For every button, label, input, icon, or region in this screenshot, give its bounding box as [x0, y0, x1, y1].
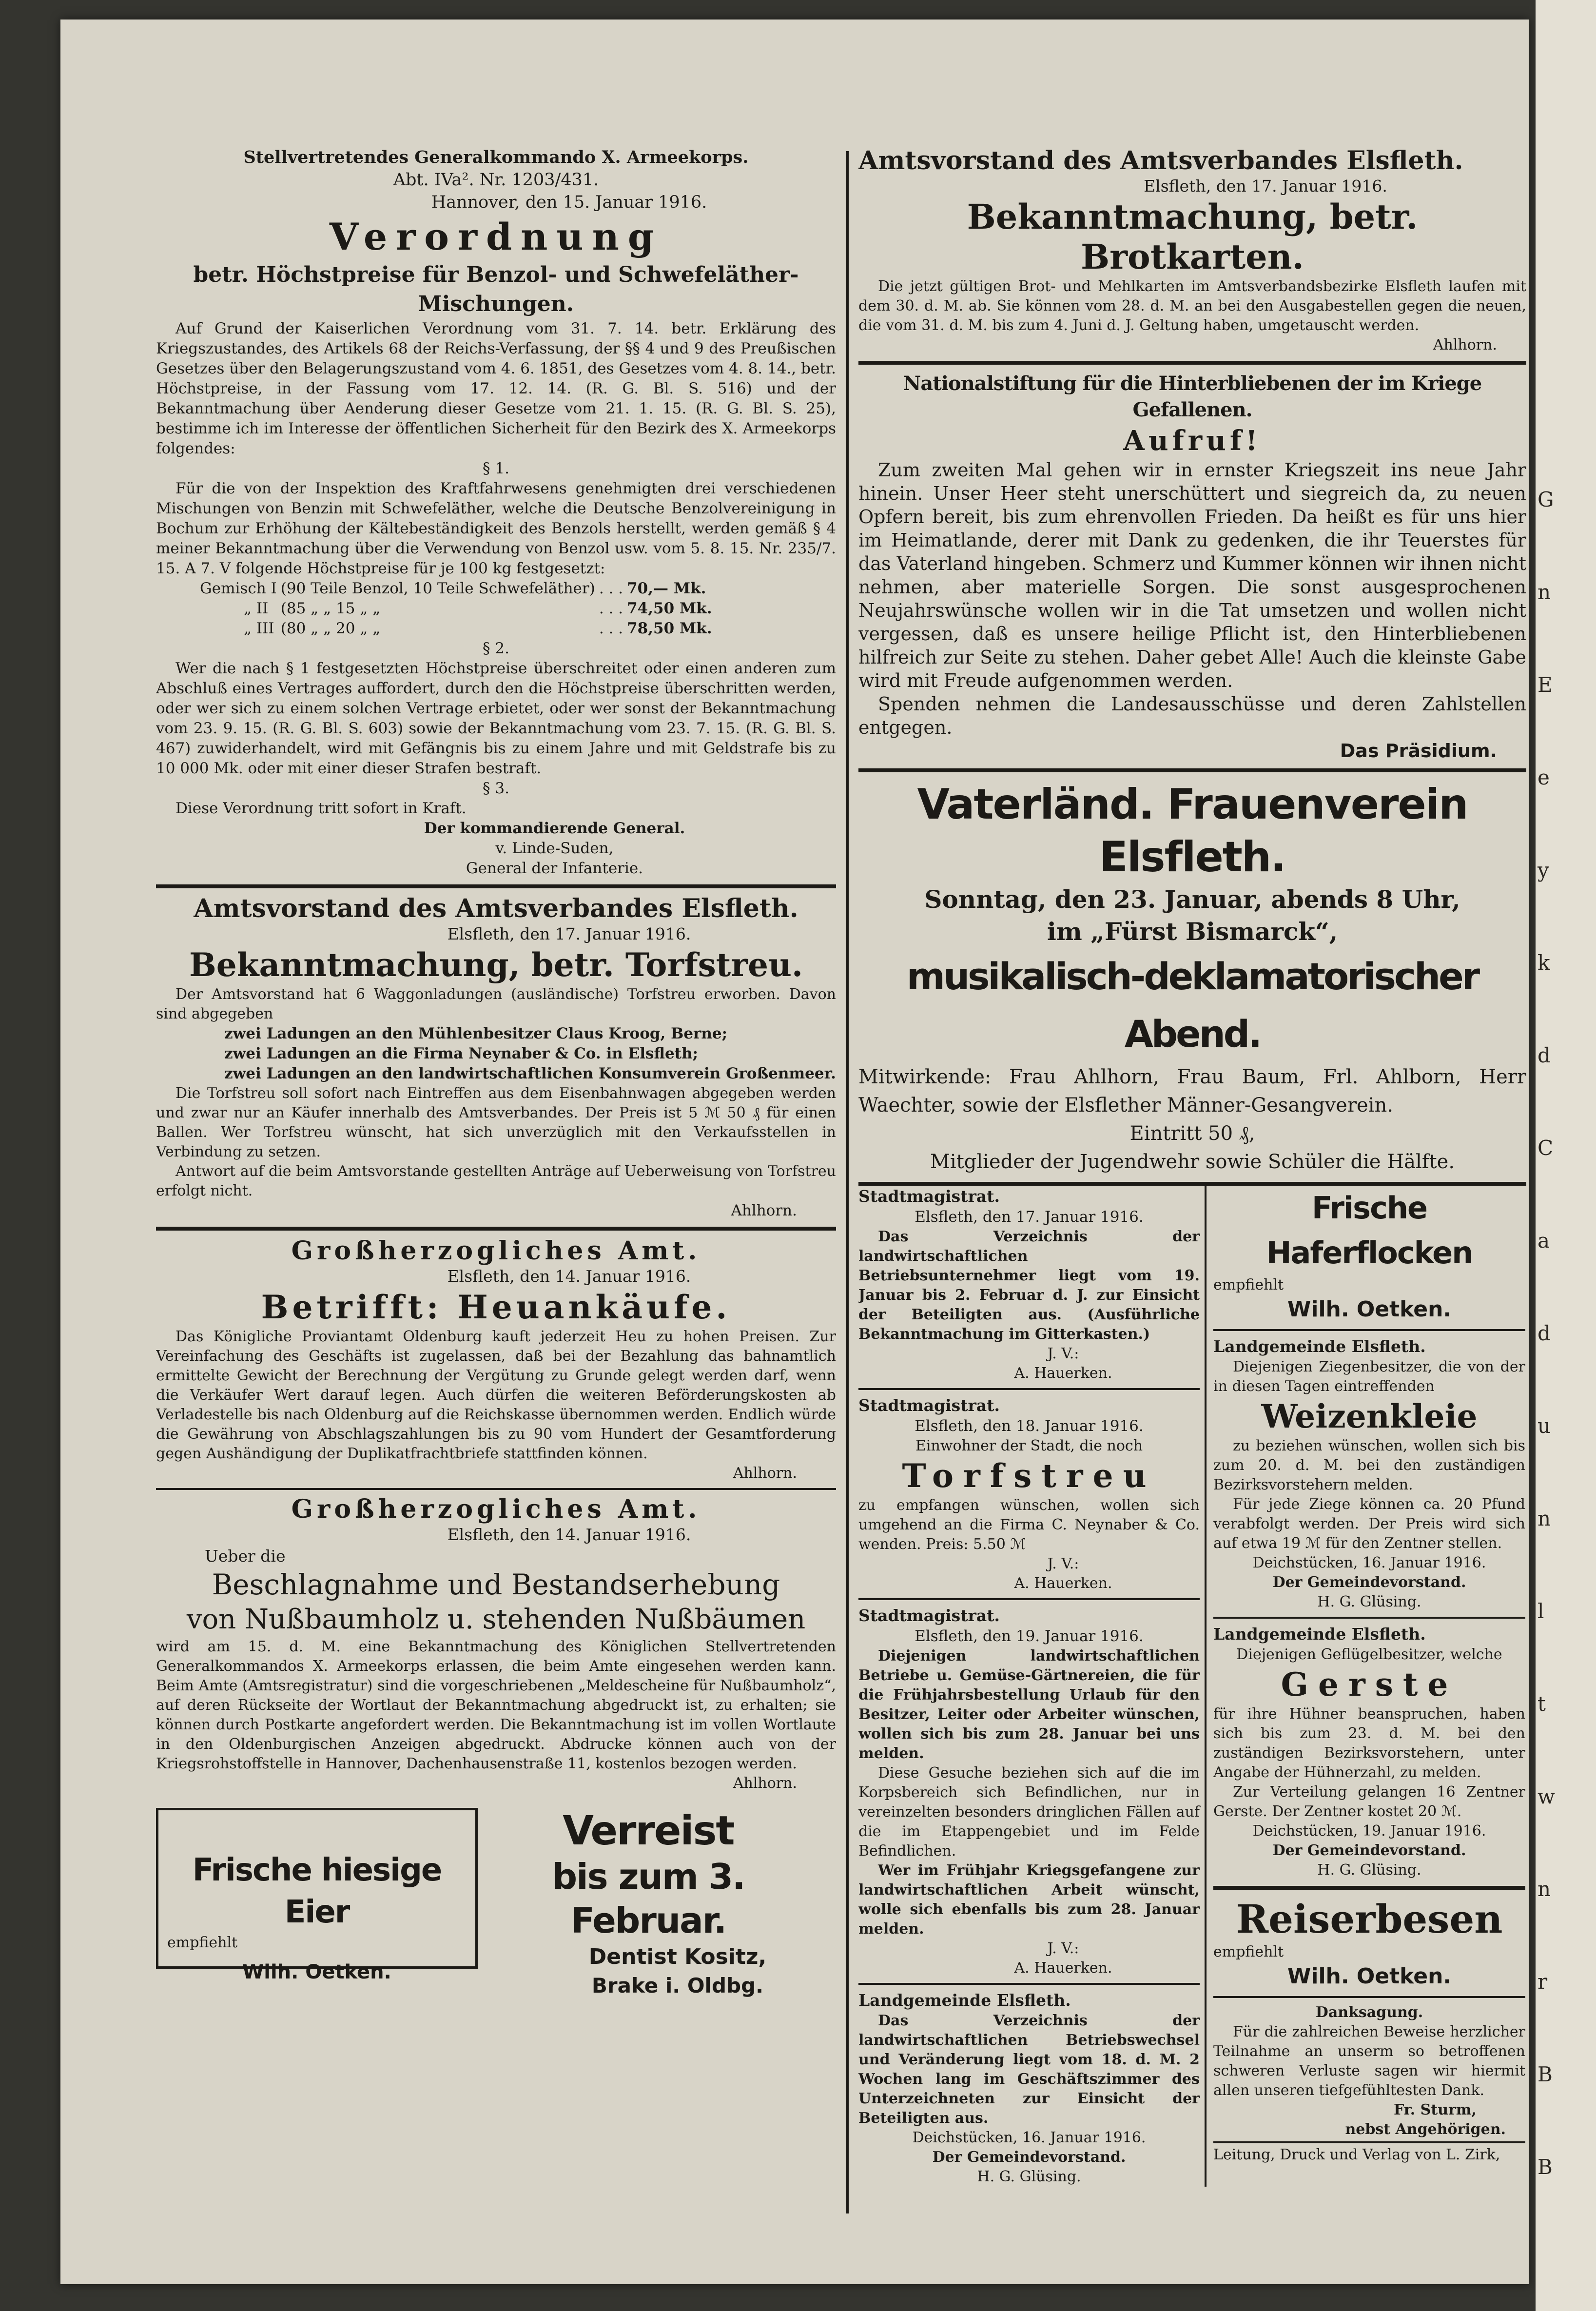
heu-date: Elsfleth, den 14. Januar 1916. [447, 1267, 691, 1286]
spine-letter: G [1538, 488, 1554, 511]
brot-date: Elsfleth, den 17. Januar 1916. [1144, 176, 1387, 196]
table-row: Gemisch I (90 Teile Benzol, 10 Teile Schwefeläther) . . . 70,— Mk. [200, 580, 706, 597]
bottom-ads [156, 1808, 836, 1998]
sm2-date: Elsfleth, den 18. Januar 1916. [915, 1417, 1144, 1435]
spine-letter: e [1538, 765, 1550, 789]
notices-left [858, 1186, 1205, 2187]
notices-grid [858, 1186, 1526, 2187]
notices-right [1205, 1186, 1525, 2187]
haferflocken-ad [1213, 1186, 1525, 1324]
gk-header: Stellvertretendes Generalkommando X. Armeekorps. [243, 147, 749, 167]
frauenverein-ad [858, 778, 1526, 1176]
lg2-sig-2: H. G. Glüsing. [1317, 1593, 1421, 1610]
torf-header: Amtsvorstand des Amtsverbandes Elsfleth. [194, 894, 798, 923]
lg1-sig-2: H. G. Glüsing. [977, 2168, 1081, 2185]
eier-ad [156, 1808, 478, 1983]
lg3-sig-1: Der Gemeindevorstand. [1272, 1842, 1466, 1859]
divider [858, 768, 1526, 772]
sm2-text: zu empfangen wünschen, wollen sich umgehend an die Firma C. Neynaber & Co. wenden. Preis: 5.50 ℳ [858, 1497, 1200, 1553]
gk-par3: § 3. [483, 780, 509, 797]
dank-sig-1: Fr. Sturm, [1393, 2101, 1477, 2118]
lg2-date: Deichstücken, 16. Januar 1916. [1252, 1554, 1486, 1571]
sm3-text-2: Diese Gesuche beziehen sich auf die im Korpsbereich sich Befindlichen, nur in vereinzelten besonders dringlichen Fällen auf die im Etappengebiet und im Felde Befindlichen. [858, 1764, 1200, 1860]
danksagung [1213, 2003, 1525, 2139]
spine-letter: n [1538, 1507, 1551, 1530]
torfstreu-notice [156, 894, 836, 1221]
stadtmagistrat-3 [858, 1605, 1200, 1978]
table-row: „ II (85 „ „ 15 „ „ . . . 74,50 Mk. [244, 600, 712, 617]
spine-letter: d [1538, 1321, 1551, 1345]
sm1-sig-2: A. Hauerken. [1014, 1365, 1112, 1382]
verreist-ad [478, 1808, 819, 1998]
nat-text-2: Spenden nehmen die Landesausschüsse und deren Zahlstellen entgegen. [858, 693, 1526, 738]
nuss-signature: Ahlhorn. [733, 1775, 797, 1792]
hafer-pre: empfiehlt [1213, 1276, 1284, 1293]
nuss-title-2: von Nußbaumholz u. stehenden Nußbäumen [186, 1604, 806, 1635]
sm3-date: Elsfleth, den 19. Januar 1916. [915, 1627, 1144, 1645]
table-row: „ III (80 „ „ 20 „ „ . . . 78,50 Mk. [244, 620, 712, 637]
divider [156, 1227, 836, 1231]
sm2-sig-1: J. V.: [1047, 1555, 1079, 1572]
eier-pre: empfiehlt [167, 1934, 238, 1951]
lg3-text: für ihre Hühner beanspruchen, haben sich bis zum 23. d. M. bei den zuständigen Bezirksvorstehern, unter Angabe der Hühnerzahl, zu melden. [1213, 1705, 1525, 1781]
divider [156, 1488, 836, 1490]
spine-letter: l [1538, 1599, 1544, 1623]
nuss-title-1: Beschlagnahme und Bestandserhebung [212, 1568, 780, 1601]
reiserbesen-ad [1213, 1896, 1525, 1991]
nat-text: Zum zweiten Mal gehen wir in ernster Kriegszeit ins neue Jahr hinein. Unser Heer steht unerschüttert und siegreich da, zu neuen Opfern bereit, bis zum ehrenvollen Frieden. Da heißt es für uns hier im Heimatlande, derer mit Dank zu gedenken, die ihr Teuerstes für das Vaterland hingeben. Schmerz und Kummer können wir ihnen nicht nehmen, aber materielle Sorgen. Die sonst ausgesprochenen Neujahrswünsche wollen wir in die Tat umsetzen und wollen nicht vergessen, daß es unsere heilige Pflicht ist, den Hinterbliebenen hilfreich zur Seite zu stehen. Daher gebet Alle! Auch die kleinste Gabe wird mit Freude aufgenommen werden. [858, 459, 1526, 691]
fv-event: musikalisch-deklamatorischer Abend. [906, 955, 1479, 1056]
nat-signature: Das Präsidium. [1340, 740, 1497, 762]
sm3-text-3: Wer im Frühjahr Kriegsgefangene zur landwirtschaftlichen Arbeit wünscht, wolle sich ebenfalls bis zum 28. Januar melden. [858, 1862, 1200, 1938]
torf-list-1: zwei Ladungen an den Mühlenbesitzer Claus Kroog, Berne; [224, 1025, 728, 1042]
fv-date: Sonntag, den 23. Januar, abends 8 Uhr, [924, 885, 1460, 914]
spine-letter: n [1538, 1877, 1551, 1901]
divider [858, 1182, 1526, 1186]
sm3-text: Diejenigen landwirtschaftlichen Betriebe u. Gemüse-Gärtnereien, die für die Frühjahrsbestellung Urlaub für den Besitzer, Leiter oder Arbeiter wünschen, wollen sich bis zum 28. Januar bei uns melden. [858, 1647, 1200, 1762]
torf-text-2: Antwort auf die beim Amtsvorstande gestellten Anträge auf Ueberweisung von Torfstreu erfolgt nicht. [156, 1163, 836, 1199]
spine-letter: k [1538, 951, 1550, 975]
hafer-signature: Wilh. Oetken. [1287, 1297, 1452, 1322]
reis-pre: empfiehlt [1213, 1943, 1284, 1960]
spine-letter: d [1538, 1043, 1551, 1067]
sm1-text: Das Verzeichnis der landwirtschaftlichen Betriebsunternehmer liegt vom 19. Januar bis 2. Februar d. J. zur Einsicht der Beteiligten aus. (Ausführliche Bekanntmachung im Gitterkasten.) [858, 1228, 1200, 1343]
gk-intro: Auf Grund der Kaiserlichen Verordnung vom 31. 7. 14. betr. Erklärung des Kriegszustandes, des Artikels 68 der Reichs-Verfassung, der §§ 4 und 9 des Preußischen Gesetzes über den Belagerungszustand vom 4. 6. 1851, des Gesetzes vom 4. 8. 14., betr. Höchstpreise, in der Fassung vom 17. 12. 14. (R. G. Bl. S. 516) und der Bekanntmachung über Aenderung dieser Gesetze vom 21. 1. 15. (R. G. Bl. S. 25), bestimme ich im Interesse der öffentlichen Sicherheit für den Bezirk des X. Armeekorps folgendes: [156, 320, 836, 457]
dank-title: Danksagung. [1315, 2004, 1423, 2021]
torf-text: Die Torfstreu soll sofort nach Eintreffen aus dem Eisenbahnwagen abgegeben werden und zwar nur an Käufer innerhalb des Amtsverbandes. Der Preis ist 5 ℳ 50 ₰ für einen Ballen. Wer Torfstreu wünscht, hat sich unverzüglich mit den Verkaufsstellen in Verbindung zu setzen. [156, 1085, 836, 1160]
heu-title: Betrifft: Heuankäufe. [261, 1288, 731, 1326]
brot-signature: Ahlhorn. [1433, 336, 1497, 353]
divider [858, 361, 1526, 365]
sm2-pre: Einwohner der Stadt, die noch [915, 1437, 1143, 1454]
nuss-header: Großherzogliches Amt. [291, 1494, 701, 1524]
landgemeinde-2 [1213, 1336, 1525, 1612]
spine-letter: w [1538, 1784, 1555, 1808]
lg3-text-2: Zur Verteilung gelangen 16 Zentner Gerste. Der Zentner kostet 20 ℳ. [1213, 1783, 1525, 1820]
adjacent-page-edge [1536, 0, 1596, 2311]
sm2-header: Stadtmagistrat. [858, 1396, 1000, 1415]
landgemeinde-3 [1213, 1624, 1525, 1880]
spine-letter: E [1538, 673, 1553, 697]
verreist-date: bis zum 3. Februar. [552, 1856, 745, 1941]
eier-signature: Wilh. Oetken. [242, 1961, 391, 1983]
gk-title: Verordnung [329, 215, 663, 258]
reis-signature: Wilh. Oetken. [1287, 1964, 1452, 1989]
spine-letter: B [1538, 2155, 1553, 2179]
divider [1213, 1329, 1525, 1331]
lg2-header: Landgemeinde Elsfleth. [1213, 1337, 1426, 1356]
torf-title: Bekanntmachung, betr. Torfstreu. [189, 946, 803, 984]
footer-imprint: Leitung, Druck und Verlag von L. Zirk, [1213, 2146, 1500, 2163]
sm3-sig-2: A. Hauerken. [1014, 1959, 1112, 1977]
verreist-title: Verreist [563, 1808, 734, 1854]
gk-ref: Abt. IVa². Nr. 1203/431. [393, 170, 599, 190]
divider [1213, 1617, 1525, 1619]
lg1-date: Deichstücken, 16. Januar 1916. [912, 2129, 1146, 2146]
nat-header: Nationalstiftung für die Hinterbliebenen der im Kriege Gefallenen. [903, 372, 1482, 421]
lg2-sig-1: Der Gemeindevorstand. [1272, 1574, 1466, 1591]
hafer-title: Frische Haferflocken [1266, 1190, 1473, 1271]
lg2-text-2: Für jede Ziege können ca. 20 Pfund verabfolgt werden. Der Preis wird sich auf etwa 19 ℳ für den Zentner stellen. [1213, 1496, 1525, 1552]
nat-title: Aufruf! [1123, 425, 1262, 457]
spine-letter: r [1538, 1970, 1548, 1994]
stadtmagistrat-1 [858, 1186, 1200, 1383]
brot-text: Die jetzt gültigen Brot- und Mehlkarten im Amtsverbandsbezirke Elsfleth laufen mit dem 30. d. M. ab. Sie können vom 28. d. M. an bei den Ausgabestellen gegen die neuen, die vom 31. d. M. bis zum 4. Juni d. J. Geltung haben, umgetauscht werden. [858, 278, 1526, 334]
right-column [858, 146, 1526, 2282]
fv-text: Mitwirkende: Frau Ahlhorn, Frau Baum, Frl. Ahlborn, Herr Waechter, sowie der Elsflether Männer-Gesangverein. [858, 1066, 1526, 1116]
dank-sig-2: nebst Angehörigen. [1345, 2121, 1506, 2138]
divider [156, 884, 836, 888]
gk-par1: § 1. [483, 460, 509, 477]
gk-par2-text: Wer die nach § 1 festgesetzten Höchstpreise überschreitet oder einen anderen zum Abschluß eines Vertrages auffordert, durch den die Höchstpreise überschritten werden, oder wer sich zu einem solchen Vertrage erbietet, oder wer sonst der Bekanntmachung vom 23. 9. 15. (R. G. Bl. S. 603) sowie der Bekanntmachung vom 23. 7. 15. (R. G. Bl. S. 467) zuwiderhandelt, wird mit Gefängnis bis zu einem Jahre und mit Geldstrafe bis zu 10 000 Mk. oder mit einer dieser Strafen bestraft. [156, 660, 836, 777]
torf-list-2: zwei Ladungen an die Firma Neynaber & Co. in Elsfleth; [224, 1045, 699, 1062]
spine-letter: a [1538, 1229, 1550, 1253]
lg1-header: Landgemeinde Elsfleth. [858, 1991, 1071, 2010]
reis-title: Reiserbesen [1236, 1896, 1503, 1942]
heuankaeufe-notice [156, 1236, 836, 1483]
verreist-place: Brake i. Oldbg. [591, 1974, 764, 1998]
nationalstiftung-notice [858, 371, 1526, 763]
brot-header: Amtsvorstand des Amtsverbandes Elsfleth. [858, 146, 1463, 176]
gk-subtitle: betr. Höchstpreise für Benzol- und Schwefeläther-Mischungen. [193, 262, 799, 316]
spine-letter: t [1538, 1692, 1546, 1716]
gk-signature-rank: General der Infanterie. [466, 860, 643, 877]
nuss-pre: Ueber die [205, 1547, 286, 1566]
spine-letter: y [1538, 858, 1549, 882]
divider [1213, 1996, 1525, 1998]
left-column [156, 146, 836, 2282]
gk-par1-text: Für die von der Inspektion des Kraftfahrwesens genehmigten drei verschiedenen Mischungen von Benzin mit Schwefeläther, welche die Deutsche Benzolvereinigung in Bochum zur Erhöhung der Kältebeständigkeit des Benzols herstellt, werden gemäß § 4 meiner Bekanntmachung über die Verwendung von Benzol usw. vom 5. 8. 15. Nr. 235/7. 15. A 7. V folgende Höchstpreise für je 100 kg festgesetzt: [156, 480, 836, 577]
lg3-date: Deichstücken, 19. Januar 1916. [1252, 1822, 1486, 1840]
stadtmagistrat-2 [858, 1395, 1200, 1593]
divider [858, 1388, 1200, 1390]
sm3-header: Stadtmagistrat. [858, 1606, 1000, 1625]
heu-text: Das Königliche Proviantamt Oldenburg kauft jederzeit Heu zu hohen Preisen. Zur Vereinfachung des Geschäfts ist zugelassen, daß bei der Bezahlung das bahnamtlich ermittelte Gewicht der Berechnung der Vergütung zu Grunde gelegt werden darf, wenn die Verkäufer Wert darauf legen. Auch dürfen die weiteren Beförderungskosten ab Verladestelle bis nach Oldenburg auf die Reichskasse übernommen werden. Endlich würde die Gewährung von Abschlagszahlungen bis zu 90 vom Hundert der Gesamtforderung gegen Aushändigung der Duplikatfrachtbriefe stattfinden können. [156, 1328, 836, 1462]
divider [858, 1983, 1200, 1985]
sm2-sig-2: A. Hauerken. [1014, 1575, 1112, 1592]
divider [1213, 1886, 1525, 1890]
torf-signature: Ahlhorn. [731, 1202, 797, 1219]
gk-date: Hannover, den 15. Januar 1916. [431, 193, 707, 212]
lg2-title: Weizenkleie [1261, 1397, 1478, 1435]
nuss-text: wird am 15. d. M. eine Bekanntmachung des Königlichen Stellvertretenden Generalkommandos X. Armeekorps erlassen, die beim Amte eingesehen werden kann. Beim Amte (Amtsregistratur) sind die vorgeschriebenen „Meldescheine für Nußbaumholz“, auf deren Rückseite der Wortlaut der Bekanntmachung abgedruckt ist, zu erhalten; sie können durch Postkarte angefordert werden. Die Bekanntmachung ist im vollen Wortlaute in den Oldenburgischen Anzeigen abgedruckt. Abdrucke können auch von der Kriegsrohstoffstelle in Hannover, Dachenhausenstraße 11, kostenlos bezogen werden. [156, 1638, 836, 1772]
sm3-sig-1: J. V.: [1047, 1940, 1079, 1957]
torf-intro: Der Amtsvorstand hat 6 Waggonladungen (ausländische) Torfstreu erworben. Davon sind abgegeben [156, 986, 836, 1022]
torf-date: Elsfleth, den 17. Januar 1916. [447, 924, 691, 943]
verreist-name: Dentist Kositz, [588, 1944, 767, 1969]
gk-par3-text: Diese Verordnung tritt sofort in Kraft. [175, 800, 467, 817]
spine-letter: C [1538, 1136, 1554, 1160]
lg3-title: Gerste [1281, 1665, 1458, 1704]
fv-price: Eintritt 50 ₰, [1129, 1122, 1255, 1145]
gk-price-table [200, 579, 716, 639]
dank-text: Für die zahlreichen Beweise herzlicher Teilnahme an unserm so betroffenen schweren Verluste sagen wir hiermit allen unseren tiefgefühltesten Dank. [1213, 2023, 1525, 2099]
spine-letter: B [1538, 2062, 1553, 2086]
sm1-header: Stadtmagistrat. [858, 1187, 1000, 1206]
fv-price-2: Mitglieder der Jugendwehr sowie Schüler die Hälfte. [930, 1151, 1455, 1173]
sm1-date: Elsfleth, den 17. Januar 1916. [915, 1208, 1144, 1226]
brotkarten-notice [858, 146, 1526, 355]
lg3-pre: Diejenigen Geflügelbesitzer, welche [1236, 1646, 1502, 1663]
fv-title: Vaterländ. Frauenverein Elsfleth. [917, 780, 1468, 881]
heu-signature: Ahlhorn. [733, 1465, 797, 1482]
lg1-text: Das Verzeichnis der landwirtschaftlichen Betriebswechsel und Veränderung liegt vom 18. d. M. 2 Wochen lang im Geschäftszimmer des Unterzeichneten zur Einsicht der Beteiligten aus. [858, 2012, 1200, 2127]
generalkommando-notice [156, 146, 836, 879]
heu-header: Großherzogliches Amt. [291, 1236, 701, 1266]
lg3-sig-2: H. G. Glüsing. [1317, 1861, 1421, 1879]
nuss-date: Elsfleth, den 14. Januar 1916. [447, 1525, 691, 1544]
brot-title: Bekanntmachung, betr. Brotkarten. [967, 196, 1418, 277]
torf-list-3: zwei Ladungen an den landwirtschaftlichen Konsumverein Großenmeer. [224, 1065, 836, 1082]
gk-signature-title: Der kommandierende General. [424, 820, 685, 837]
lg2-text: zu beziehen wünschen, wollen sich bis zum 20. d. M. bei den zuständigen Bezirksvorstehern melden. [1213, 1437, 1525, 1493]
landgemeinde-1 [858, 1990, 1200, 2187]
nussbaum-notice [156, 1495, 836, 1793]
fv-place: im „Fürst Bismarck“, [1047, 917, 1338, 946]
lg3-header: Landgemeinde Elsfleth. [1213, 1625, 1426, 1644]
lg2-pre: Diejenigen Ziegenbesitzer, die von der in diesen Tagen eintreffenden [1213, 1358, 1525, 1395]
sm1-sig-1: J. V.: [1047, 1345, 1079, 1362]
eier-title: Frische hiesige Eier [192, 1852, 442, 1930]
newspaper-page [60, 20, 1529, 2284]
spine-letter: u [1538, 1414, 1551, 1438]
lg1-sig-1: Der Gemeindevorstand. [932, 2149, 1126, 2166]
gk-par2: § 2. [483, 640, 509, 657]
gk-signature-name: v. Linde-Suden, [495, 840, 614, 857]
divider [858, 1598, 1200, 1600]
column-divider [846, 151, 849, 2213]
sm2-title: Torfstreu [902, 1457, 1156, 1495]
divider [1213, 2141, 1525, 2143]
spine-letter: n [1538, 580, 1551, 604]
